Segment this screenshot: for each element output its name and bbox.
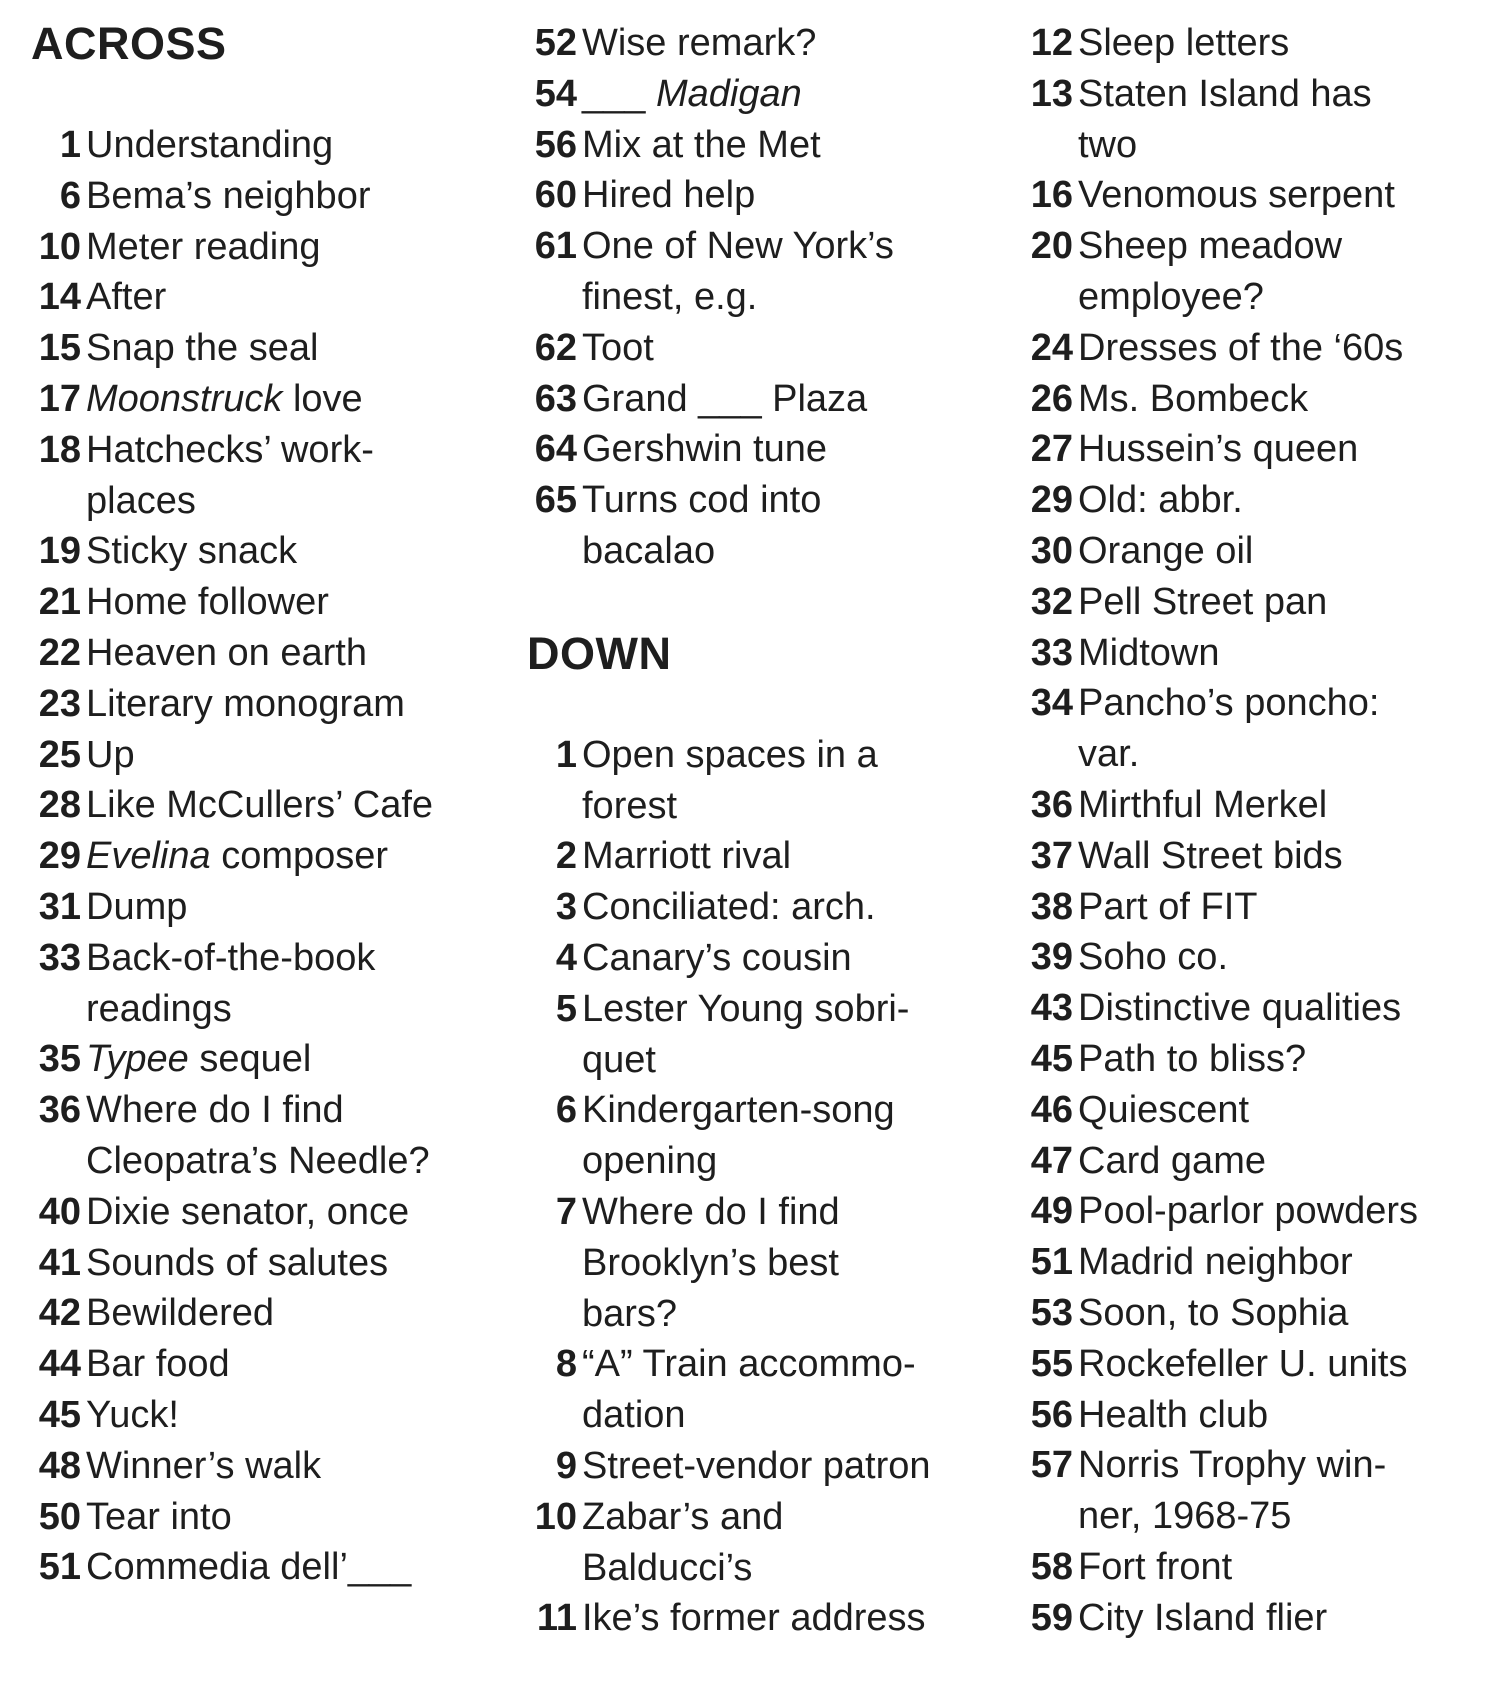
clue-text: Bema’s neighbor <box>86 174 371 217</box>
clue-text: Up <box>86 733 135 776</box>
clue-text: Path to bliss? <box>1078 1037 1307 1080</box>
clue-text: Mirthful Merkel <box>1078 783 1328 826</box>
down-clue-continuation <box>527 1238 997 1289</box>
clue-number: 30 <box>1030 529 1073 572</box>
clue-number: 62 <box>534 326 577 369</box>
down-clue-continuation <box>527 1136 997 1187</box>
clue-text: Madrid neighbor <box>1078 1241 1353 1284</box>
across-clue-continuation <box>527 526 997 577</box>
clue-number: 44 <box>38 1343 81 1386</box>
down-clue <box>527 730 997 781</box>
across-clue <box>31 1187 501 1238</box>
down-clue <box>1023 170 1483 221</box>
down-clue <box>1023 1186 1483 1237</box>
clue-number <box>527 1289 582 1340</box>
clue-text: opening <box>582 1140 718 1183</box>
clue-number: 3 <box>555 886 577 929</box>
clue-number: 14 <box>38 276 81 319</box>
across-clue <box>31 425 501 476</box>
clue-text: Conciliated: arch. <box>582 886 876 929</box>
clue-text: readings <box>86 987 232 1030</box>
clue-number: 56 <box>1030 1393 1073 1436</box>
down-clue-list-continued <box>1023 18 1483 1644</box>
clue-number: 17 <box>38 377 81 420</box>
clue-number: 36 <box>38 1089 81 1132</box>
across-clue <box>31 780 501 831</box>
down-clue <box>1023 221 1483 272</box>
clue-text: Orange oil <box>1078 529 1254 572</box>
across-clue <box>527 221 997 272</box>
clue-text: Dresses of the ‘60s <box>1078 326 1404 369</box>
clue-number: 57 <box>1030 1444 1073 1487</box>
clue-text: Street-vendor patron <box>582 1444 931 1487</box>
across-clue <box>31 1238 501 1289</box>
clue-text: Health club <box>1078 1393 1269 1436</box>
clue-text: Zabar’s and <box>582 1495 784 1538</box>
across-clue <box>527 475 997 526</box>
clue-number: 51 <box>1030 1241 1073 1284</box>
clue-text: Distinctive qualities <box>1078 987 1402 1030</box>
clue-text: Bar food <box>86 1343 230 1386</box>
clue-text: Canary’s cousin <box>582 936 852 979</box>
clue-number: 49 <box>1030 1190 1073 1233</box>
down-clue <box>1023 1288 1483 1339</box>
clue-number <box>527 272 582 323</box>
across-clue <box>31 1390 501 1441</box>
down-heading: DOWN <box>527 627 672 679</box>
across-clue <box>31 171 501 222</box>
across-clue <box>31 933 501 984</box>
clue-number: 6 <box>555 1089 577 1132</box>
clue-text: Midtown <box>1078 631 1220 674</box>
clue-number: 38 <box>1030 885 1073 928</box>
clue-text: Sleep letters <box>1078 22 1290 64</box>
down-clue <box>527 831 997 882</box>
clue-number <box>527 1543 582 1594</box>
down-clue <box>527 933 997 984</box>
clue-number: 56 <box>534 123 577 166</box>
clue-number: 7 <box>555 1190 577 1233</box>
down-clue-continuation <box>527 1289 997 1340</box>
clue-number: 2 <box>555 835 577 878</box>
down-clue <box>1023 1085 1483 1136</box>
clue-text: Dixie senator, once <box>86 1190 410 1233</box>
down-clue <box>1023 1237 1483 1288</box>
clue-text: ner, 1968-75 <box>1078 1495 1292 1538</box>
down-clue <box>1023 1542 1483 1593</box>
clue-text: “A” Train accommo- <box>582 1343 916 1386</box>
clue-text: dation <box>582 1394 686 1437</box>
clue-text: quet <box>582 1038 656 1081</box>
down-clue <box>1023 526 1483 577</box>
clue-text: Typee sequel <box>86 1038 312 1081</box>
across-clue <box>527 323 997 374</box>
across-clue-continuation <box>31 476 501 527</box>
clue-text: Dump <box>86 885 188 928</box>
clue-text: City Island flier <box>1078 1596 1328 1639</box>
down-clue <box>1023 932 1483 983</box>
down-clue-continuation <box>1023 120 1483 171</box>
clue-text: forest <box>582 784 678 827</box>
clue-number: 24 <box>1030 326 1073 369</box>
clue-number <box>527 781 582 832</box>
down-clue <box>1023 323 1483 374</box>
clue-number: 55 <box>1030 1342 1073 1385</box>
clue-number: 54 <box>534 72 577 115</box>
clue-number <box>31 984 86 1035</box>
down-clue <box>1023 424 1483 475</box>
clue-number: 15 <box>38 327 81 370</box>
clue-number <box>527 1390 582 1441</box>
clue-number <box>527 1136 582 1187</box>
clue-text: bars? <box>582 1292 678 1335</box>
clue-number: 28 <box>38 784 81 827</box>
clue-text: bacalao <box>582 529 716 572</box>
down-clue <box>527 1492 997 1543</box>
across-clue <box>527 69 997 120</box>
down-clue <box>1023 1593 1483 1644</box>
clue-text: Rockefeller U. units <box>1078 1342 1408 1385</box>
clue-number: 11 <box>536 1597 577 1640</box>
down-clue <box>1023 18 1483 69</box>
down-clue <box>1023 374 1483 425</box>
clue-number: 10 <box>534 1495 577 1538</box>
clue-text: Kindergarten-song <box>582 1089 895 1132</box>
down-clue <box>527 1593 997 1644</box>
clue-text: Back-of-the-book <box>86 936 376 979</box>
across-clue-continuation <box>31 984 501 1035</box>
clue-text: Brooklyn’s best <box>582 1241 839 1284</box>
clue-text: Winner’s walk <box>86 1444 322 1487</box>
clue-number: 19 <box>38 530 81 573</box>
down-clue <box>1023 882 1483 933</box>
clue-text: Hired help <box>582 174 756 217</box>
clue-number <box>1023 272 1078 323</box>
clue-number: 41 <box>38 1241 81 1284</box>
clue-number: 63 <box>534 377 577 420</box>
clue-number: 29 <box>1030 479 1073 522</box>
clue-text: Old: abbr. <box>1078 479 1243 522</box>
clue-text: Heaven on earth <box>86 631 367 674</box>
clue-text: var. <box>1078 733 1140 776</box>
clue-text: Yuck! <box>86 1393 179 1436</box>
down-clue <box>527 1085 997 1136</box>
clue-text: Hussein’s queen <box>1078 428 1359 471</box>
clue-number: 18 <box>38 428 81 471</box>
across-clue-continuation <box>527 272 997 323</box>
clue-number <box>1023 120 1078 171</box>
across-clue <box>31 730 501 781</box>
clue-text: Pell Street pan <box>1078 580 1328 623</box>
clue-text: Soon, to Sophia <box>1078 1291 1349 1334</box>
clue-text: Understanding <box>86 124 334 166</box>
across-clue <box>31 222 501 273</box>
clue-number <box>527 1035 582 1086</box>
clue-number: 27 <box>1030 428 1073 471</box>
clue-number: 12 <box>1030 22 1073 64</box>
clue-text: After <box>86 276 167 319</box>
clue-number: 6 <box>59 174 81 217</box>
down-clue <box>1023 69 1483 120</box>
column-2 <box>527 18 997 1644</box>
across-clue <box>31 1288 501 1339</box>
down-clue <box>1023 1440 1483 1491</box>
down-clue-continuation <box>527 781 997 832</box>
clue-text: Staten Island has <box>1078 72 1372 115</box>
clue-number: 46 <box>1030 1088 1073 1131</box>
clue-text: Gershwin tune <box>582 428 828 471</box>
clue-number: 53 <box>1030 1291 1073 1334</box>
clue-number: 40 <box>38 1190 81 1233</box>
clue-number <box>1023 729 1078 780</box>
clue-number: 59 <box>1030 1596 1073 1639</box>
across-clue <box>31 323 501 374</box>
down-clue-continuation <box>1023 272 1483 323</box>
across-clue <box>31 1339 501 1390</box>
clue-number: 45 <box>38 1393 81 1436</box>
down-clue <box>1023 1034 1483 1085</box>
clue-number: 39 <box>1030 936 1073 979</box>
clue-number: 60 <box>534 174 577 217</box>
clue-text: Where do I find <box>582 1190 840 1233</box>
clue-number <box>1023 1491 1078 1542</box>
across-clue <box>527 18 997 69</box>
down-clue <box>1023 780 1483 831</box>
across-clue <box>31 882 501 933</box>
clue-number: 45 <box>1030 1037 1073 1080</box>
clue-text: Like McCullers’ Cafe <box>86 784 434 827</box>
clue-text: Meter reading <box>86 225 321 268</box>
clue-text: two <box>1078 123 1138 166</box>
down-clue <box>1023 475 1483 526</box>
across-clue <box>31 1034 501 1085</box>
clue-text: Venomous serpent <box>1078 174 1395 217</box>
across-clue <box>31 272 501 323</box>
column-3 <box>1023 18 1483 1644</box>
down-clue-continuation <box>527 1390 997 1441</box>
clue-number: 22 <box>38 631 81 674</box>
across-clue <box>31 679 501 730</box>
clue-number <box>31 476 86 527</box>
clue-text: Wall Street bids <box>1078 834 1343 877</box>
clue-text: Fort front <box>1078 1545 1233 1588</box>
across-clue <box>31 1492 501 1543</box>
clue-text: Grand ___ Plaza <box>582 377 868 420</box>
clue-number: 61 <box>534 225 577 268</box>
clue-text: Where do I find <box>86 1089 344 1132</box>
clue-text: places <box>86 479 196 522</box>
down-clue <box>1023 1339 1483 1390</box>
clue-text: Tear into <box>86 1495 232 1538</box>
clue-text: Evelina composer <box>86 835 389 878</box>
across-clue <box>527 170 997 221</box>
across-clue-list <box>31 120 501 1593</box>
clue-text: Soho co. <box>1078 936 1228 979</box>
clue-text: Ike’s former address <box>582 1597 926 1640</box>
down-clue <box>1023 678 1483 729</box>
down-clue-list <box>527 730 997 1644</box>
clue-number: 48 <box>38 1444 81 1487</box>
down-clue <box>1023 628 1483 679</box>
clue-number: 5 <box>555 987 577 1030</box>
clue-number: 33 <box>38 936 81 979</box>
down-clue <box>527 984 997 1035</box>
clue-text: Pancho’s poncho: <box>1078 682 1380 725</box>
across-clue <box>31 1542 501 1593</box>
clue-text: Card game <box>1078 1139 1266 1182</box>
clue-number: 23 <box>38 682 81 725</box>
across-clue <box>527 424 997 475</box>
across-clue <box>31 577 501 628</box>
clue-text: Home follower <box>86 581 329 624</box>
clue-text: employee? <box>1078 275 1264 318</box>
clue-text: Sticky snack <box>86 530 298 573</box>
across-clue-list-continued <box>527 18 997 577</box>
across-clue <box>31 374 501 425</box>
across-clue <box>31 831 501 882</box>
down-clue <box>1023 1390 1483 1441</box>
clue-text: Marriott rival <box>582 835 792 878</box>
across-clue <box>31 1085 501 1136</box>
clue-number: 43 <box>1030 987 1073 1030</box>
across-clue <box>31 526 501 577</box>
clue-number: 32 <box>1030 580 1073 623</box>
clue-number: 25 <box>38 733 81 776</box>
clue-text: Moonstruck love <box>86 377 363 420</box>
clue-number: 31 <box>38 885 81 928</box>
clue-text: Norris Trophy win- <box>1078 1444 1387 1487</box>
down-clue <box>527 1339 997 1390</box>
clue-text: Snap the seal <box>86 327 319 370</box>
across-clue <box>527 120 997 171</box>
clue-number: 10 <box>38 225 81 268</box>
clue-text: Pool-parlor powders <box>1078 1190 1419 1233</box>
clue-text: Cleopatra’s Needle? <box>86 1139 430 1182</box>
across-clue <box>527 374 997 425</box>
clue-number: 4 <box>555 936 577 979</box>
down-clue <box>527 1187 997 1238</box>
clue-number <box>31 1136 86 1187</box>
clue-text: Literary monogram <box>86 682 405 725</box>
clue-text: ___ Madigan <box>582 72 802 115</box>
column-1 <box>31 18 501 1593</box>
down-clue <box>1023 577 1483 628</box>
clue-text: Commedia dell’___ <box>86 1546 412 1589</box>
clue-text: Open spaces in a <box>582 733 878 776</box>
down-clue-continuation <box>1023 1491 1483 1542</box>
across-clue <box>31 1441 501 1492</box>
clue-number: 13 <box>1030 72 1073 115</box>
clue-number <box>527 1238 582 1289</box>
clue-number <box>527 526 582 577</box>
clue-text: Turns cod into <box>582 479 822 522</box>
clue-number: 26 <box>1030 377 1073 420</box>
clue-number: 33 <box>1030 631 1073 674</box>
clue-text: Sounds of salutes <box>86 1241 389 1284</box>
clue-number: 52 <box>534 22 577 64</box>
clue-text: Bewildered <box>86 1292 274 1335</box>
clue-text: Wise remark? <box>582 22 817 64</box>
down-clue-continuation <box>527 1035 997 1086</box>
down-clue <box>527 882 997 933</box>
clue-text: Sheep meadow <box>1078 225 1343 268</box>
clue-number: 8 <box>555 1343 577 1386</box>
clue-number: 21 <box>38 581 81 624</box>
down-clue-continuation <box>527 1543 997 1594</box>
across-clue-continuation <box>31 1136 501 1187</box>
clue-number: 42 <box>38 1292 81 1335</box>
clue-number: 20 <box>1030 225 1073 268</box>
down-clue <box>527 1441 997 1492</box>
across-clue <box>31 628 501 679</box>
clue-number: 51 <box>38 1546 81 1589</box>
clue-number: 29 <box>38 835 81 878</box>
down-clue <box>1023 1136 1483 1187</box>
across-clue <box>31 120 501 171</box>
clue-text: One of New York’s <box>582 225 894 268</box>
down-clue <box>1023 983 1483 1034</box>
clue-text: Lester Young sobri- <box>582 987 910 1030</box>
clue-number: 34 <box>1030 682 1073 725</box>
clue-number: 37 <box>1030 834 1073 877</box>
across-heading: ACROSS <box>31 18 227 69</box>
clue-number: 50 <box>38 1495 81 1538</box>
clue-number: 9 <box>555 1444 577 1487</box>
clue-number: 47 <box>1030 1139 1073 1182</box>
clue-number: 58 <box>1030 1545 1073 1588</box>
clue-number: 35 <box>38 1038 81 1081</box>
clue-text: Ms. Bombeck <box>1078 377 1309 420</box>
clue-number: 36 <box>1030 783 1073 826</box>
clue-text: Balducci’s <box>582 1546 753 1589</box>
down-clue <box>1023 831 1483 882</box>
clue-text: finest, e.g. <box>582 275 758 318</box>
clue-number: 64 <box>534 428 577 471</box>
clue-text: Part of FIT <box>1078 885 1258 928</box>
clue-number: 1 <box>555 733 577 776</box>
clue-text: Hatchecks’ work- <box>86 428 374 471</box>
down-clue-continuation <box>1023 729 1483 780</box>
clue-number: 16 <box>1030 174 1073 217</box>
clue-text: Mix at the Met <box>582 123 821 166</box>
clue-number: 1 <box>59 124 81 166</box>
clue-number: 65 <box>534 479 577 522</box>
clue-text: Quiescent <box>1078 1088 1250 1131</box>
clue-text: Toot <box>582 326 654 369</box>
